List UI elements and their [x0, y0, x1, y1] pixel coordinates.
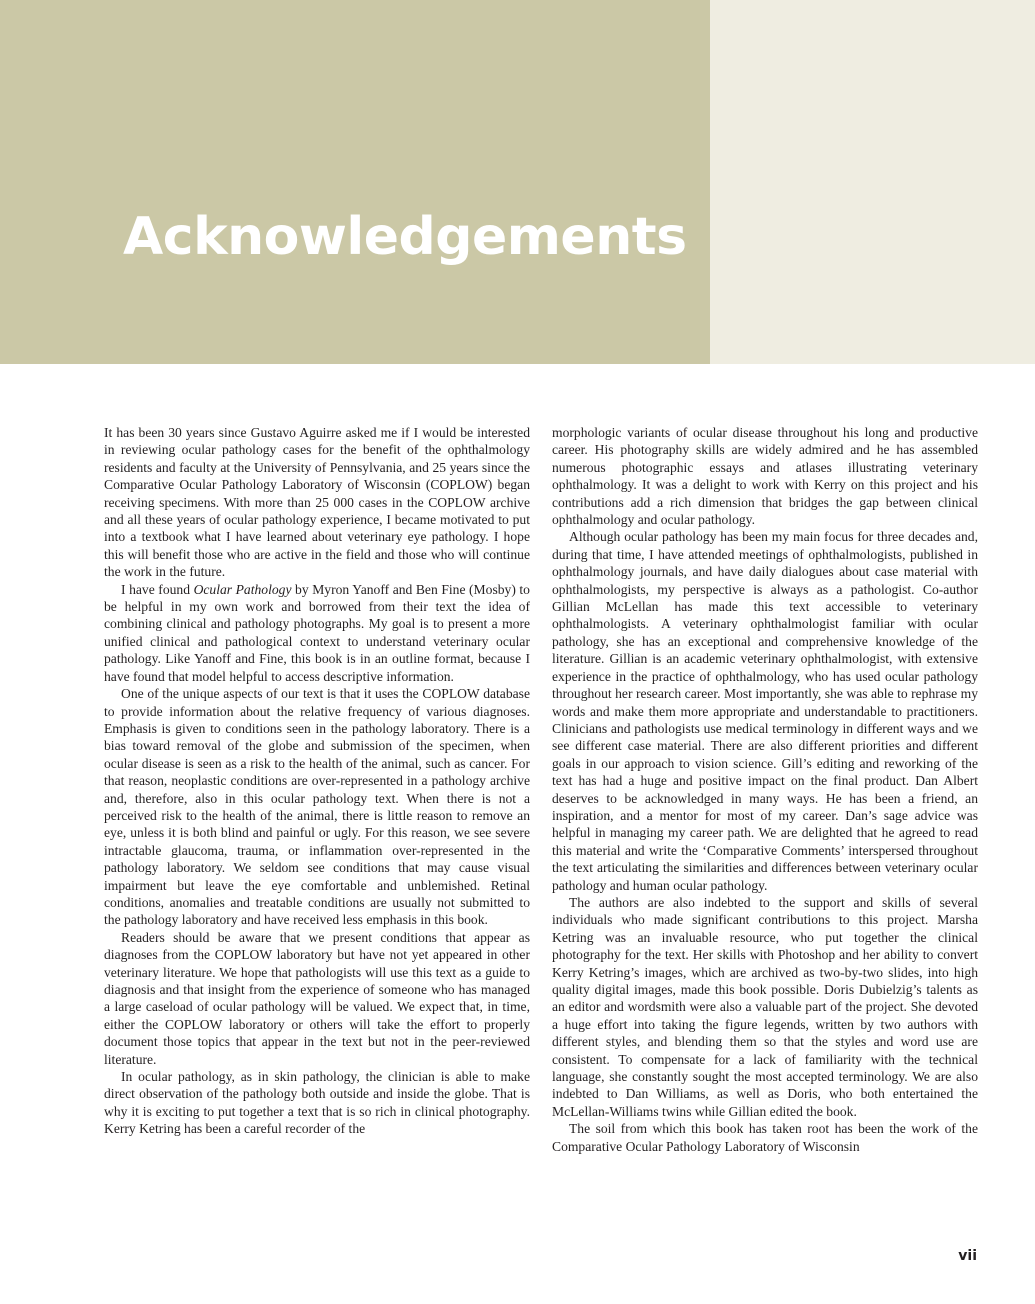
paragraph-text: I have found: [121, 581, 194, 597]
paragraph: The authors are also indebted to the support and skills of several individuals who made significant contributions to this project. Marsha Ketring was an invaluable resource, who put together the clinical photography for the text. Her skills with Photoshop and her ability to convert Kerry Ketring’s images, which are archived as two-by-two slides, into high quality digital images, made this book possible. Doris Dubielzig’s talents as an editor and wordsmith were also a valuable part of the project. She devoted a huge effort into taking the figure legends, written by two authors with different styles, and blending them so that the styles and word use are consistent. To compensate for a lack of familiarity with the technical language, she constantly sought the most accepted terminology. We are also indebted to Dan Williams, as well as Doris, who both entertained the McLellan-Williams twins while Gillian edited the book.: [552, 894, 978, 1119]
paragraph: One of the unique aspects of our text is that it uses the COPLOW database to provide information about the relative frequency of various diagnoses. Emphasis is given to conditions seen in the pathology laboratory. There is a bias toward removal of the globe and submission of the specimen, when ocular disease is seen as a risk to the health of the animal, such as cancer. For that reason, neoplastic conditions are over-represented in a pathology archive and, therefore, also in this ocular pathology text. When there is not a perceived risk to the health of the animal, there is little reason to remove an eye, unless it is both blind and painful or ugly. For this reason, we see severe intractable glaucoma, trauma, or inflammation over-represented in the pathology laboratory. We seldom see conditions that may cause visual impairment but leave the eye comfortable and unblemished. Retinal conditions, anomalies and treatable conditions are usually not submitted to the pathology laboratory and have received less emphasis in this book.: [104, 686, 530, 928]
book-title: Ocular Pathology: [193, 581, 292, 597]
paragraph: morphologic variants of ocular disease throughout his long and productive career. His photography skills are widely admired and he has assembled numerous photographic essays and atlases illustrating veterinary ophthalmology. It was a delight to work with Kerry on this project and his contributions add a rich dimension that bridges the gap between clinical ophthalmology and ocular pathology.: [552, 425, 978, 528]
paragraph: The soil from which this book has taken root has been the work of the Comparative Ocular Pathology Laboratory of Wisconsin: [552, 1121, 978, 1154]
left-column: [104, 424, 530, 1214]
paragraph: Although ocular pathology has been my main focus for three decades and, during that time, I have attended meetings of ophthalmologists, published in ophthalmology journals, and have daily dialogues about case material with ophthalmologists, my perspective is always as a pathologist. Co-author Gillian McLellan has made this text accessible to veterinary ophthalmologists. A veterinary ophthalmologist familiar with ocular pathology, she has an exceptional and comprehensive knowledge of the literature. Gillian is an academic veterinary ophthalmologist, with extensive experience in the practice of ophthalmology, who has used ocular pathology throughout her research career. Most importantly, she was able to rephrase my words and make them more appropriate and understandable to practitioners. Clinicians and pathologists use medical terminology in different ways and we see different case material. There are also different priorities and different goals in our approach to vision science. Gill’s editing and reworking of the text has had a huge and positive impact on the final product. Dan Albert deserves to be acknowledged in many ways. He has been a friend, an inspiration, and a mentor for most of my career. Dan’s sage advice was helpful in managing my career path. We are delighted that he agreed to read this material and write the ‘Comparative Comments’ interspersed throughout the text articulating the similarities and differences between veterinary ocular pathology and human ocular pathology.: [552, 529, 978, 893]
title-banner: [0, 0, 710, 364]
title-banner-side-panel: [710, 0, 1035, 364]
right-column: [552, 424, 978, 1214]
paragraph-text: by Myron Yanoff and Ben Fine (Mosby) to be helpful in my own work and borrowed from their text the idea of combining clinical and pathology photographs. My goal is to present a more unified clinical and pathological context to understand veterinary ocular pathology. Like Yanoff and Fine, this book is in an outline format, because I have found that model helpful to access descriptive information.: [104, 581, 530, 684]
page-number: vii: [958, 1248, 977, 1264]
paragraph: It has been 30 years since Gustavo Aguirre asked me if I would be interested in reviewing ocular pathology cases for the benefit of the ophthalmology residents and faculty at the University of Pennsylvania, and 25 years since the Comparative Ocular Pathology Laboratory of Wisconsin (COPLOW) began receiving specimens. With more than 25 000 cases in the COPLOW archive and all these years of ocular pathology experience, I became motivated to put into a textbook what I have learned about veterinary eye pathology. I hope this will benefit those who are active in the field and those who will continue the work in the future.: [104, 425, 530, 580]
paragraph: [104, 581, 530, 685]
paragraph: In ocular pathology, as in skin pathology, the clinician is able to make direct observation of the pathology both outside and inside the globe. That is why it is exciting to put together a text that is so rich in clinical photography. Kerry Ketring has been a careful recorder of the: [104, 1069, 530, 1137]
paragraph: Readers should be aware that we present conditions that appear as diagnoses from the COPLOW laboratory but have not yet appeared in other veterinary literature. We hope that pathologists will use this text as a guide to diagnosis and that insight from the experience of someone who has managed a large caseload of ocular pathology will be valued. We expect that, in time, either the COPLOW laboratory or others will take the effort to properly document those topics that appear in the text but not in the peer-reviewed literature.: [104, 929, 530, 1067]
page-title: Acknowledgements: [123, 207, 687, 267]
